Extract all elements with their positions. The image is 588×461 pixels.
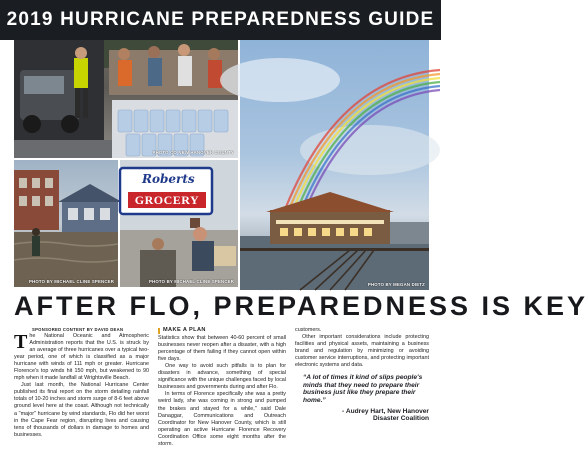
article-column-1 (14, 327, 149, 439)
paragraph: he National Oceanic and Atmospheric Administration reports that the U.S. is struck by an average of three hurricanes over a typical two-year period, one of which is classified as a major hurricane with winds of 111 mph or greater. Hurricane Florence's top winds hit 150 mph, but weakened to 90 mph when it made landfall at Wrightsville Beach. (14, 333, 149, 382)
paragraph: Other important considerations include protecting facilities and physical assets, maintaining a business brand and regulation by minimizing or avoiding customer service interruptions, and protecting important electronic systems and data. (295, 334, 429, 369)
paragraph: In terms of Florence specifically she was a pretty weird lady, she was coming in strong and pumped the brakes and stayed for a while," said Dale Danaggar, Communications and Outreach Coordinator for New Hanover County, which is still operating an active Hurricane Florence Recovery Coordination Office some eight months after the storm. (158, 391, 286, 447)
banner-title: 2019 HURRICANE PREPAREDNESS GUIDE (6, 9, 435, 30)
pull-quote-author: - Audrey Hart, New Hanover (342, 407, 429, 415)
photo-credit: PHOTO CO NEW HANOVER COUNTY (152, 150, 234, 155)
paragraph: customers. (295, 327, 322, 333)
rainbow-illustration (240, 40, 429, 290)
pull-quote (303, 374, 429, 423)
photo-credit: PHOTO BY MICHAEL CLINE SPENCER (28, 279, 114, 284)
paragraph: Statistics show that between 40-60 percent of small businesses never reopen after a disaster, with a high percentage of them failing if they cannot open within five days. (158, 335, 286, 363)
paragraph: Just last month, the National Hurricane Center published its final report on the storm detailing rainfall totals of 10-20 inches and storm surge of 8-6 feet above ground level here at the coast. Although not technically a "major" hurricane by wind standards, Flo did her worst in the Cape Fear region, disrupting lives and causing tens of thousands of dollars in damage to homes and businesses. (14, 382, 149, 438)
photo-credit: PHOTO BY MICHAEL CLINE SPENCER (148, 279, 234, 284)
paragraph: One way to avoid such pitfalls is to plan for disasters in advance, something of special significance with the unique challenges faced by local businesses and governments during and after Flo. (158, 363, 286, 391)
section-subhead (158, 327, 286, 334)
article-column-3 (295, 327, 429, 423)
flood-photo (14, 160, 118, 287)
pull-quote-affiliation: Disaster Coalition (372, 415, 429, 423)
flood-illustration (14, 160, 118, 287)
grocery-sign-line2: GROCERY (134, 193, 200, 207)
volunteers-illustration (14, 40, 238, 158)
article-headline: AFTER FLO, PREPAREDNESS IS KEY (14, 291, 588, 321)
rainbow-photo (240, 40, 429, 290)
subhead-accent-bar (158, 328, 160, 334)
grocery-photo (120, 160, 238, 287)
pull-quote-text: “A lot of times it kind of slips people's minds that they need to prepare their business just like they prepare their home.” (303, 374, 423, 405)
drop-cap: T (14, 331, 28, 353)
photo-credit: PHOTO BY MEGAN DIETZ (367, 282, 425, 287)
volunteers-photo (14, 40, 238, 158)
article-column-2 (158, 327, 286, 448)
subhead-text: MAKE A PLAN (163, 327, 206, 333)
header-banner (0, 0, 441, 40)
byline: SPONSORED CONTENT BY DAVID DEAN (32, 327, 124, 332)
grocery-sign-line1: Roberts (142, 172, 195, 186)
